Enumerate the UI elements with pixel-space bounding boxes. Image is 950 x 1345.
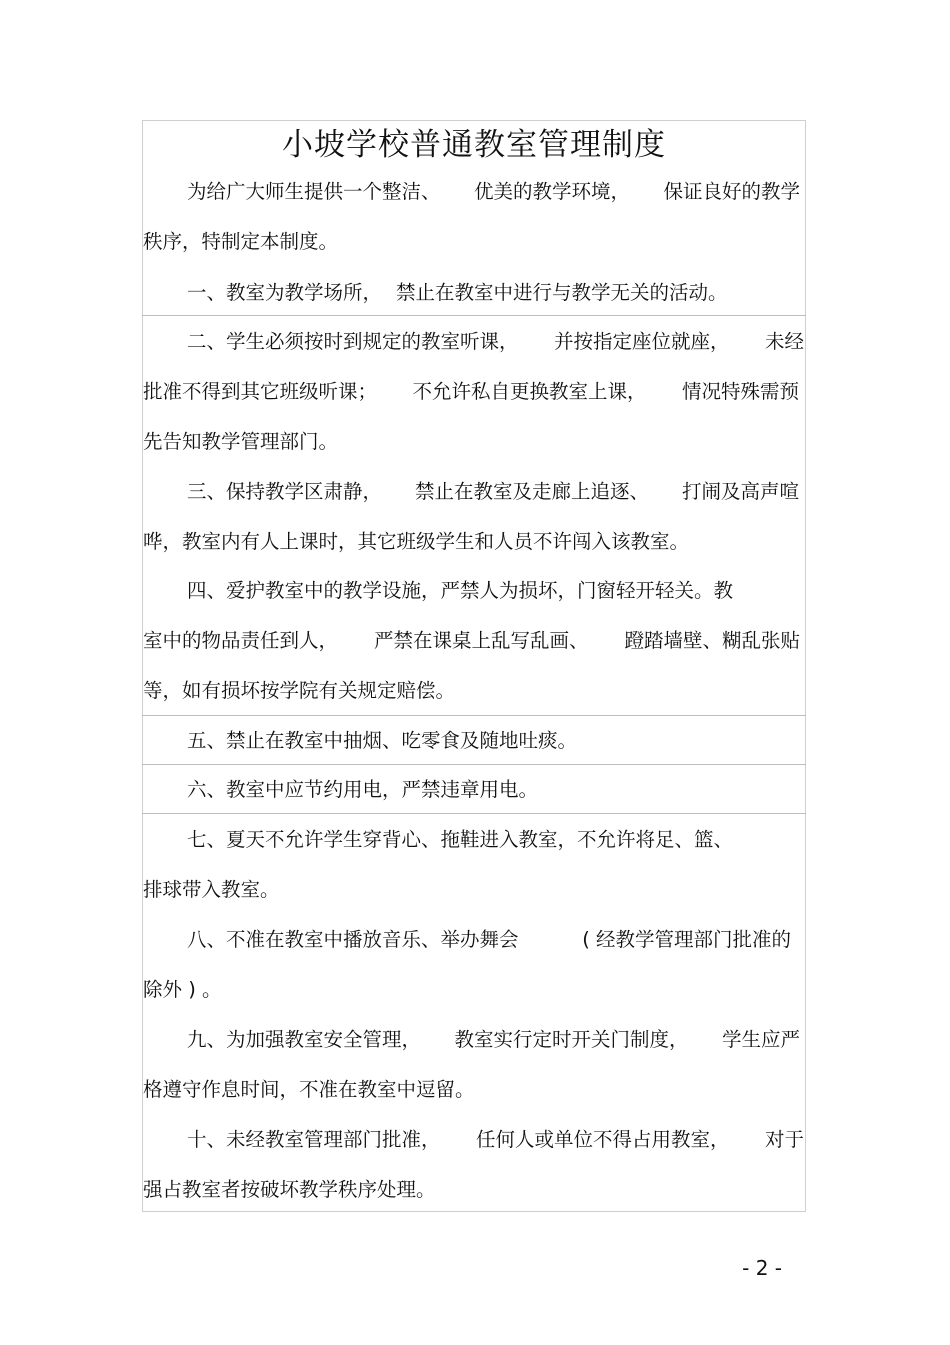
text-segment: 教室实行定时开关门制度，: [454, 1028, 689, 1051]
page-number: - 2 -: [742, 1256, 782, 1280]
rule-2-line-3: 先告知教学管理部门。: [143, 430, 339, 453]
table-divider: [142, 764, 806, 765]
rule-3-line-2: 哗，教室内有人上课时，其它班级学生和人员不许闯入该教室。: [143, 530, 690, 553]
text-segment: 打闹及高声喧: [681, 480, 799, 503]
text-segment: 情况特殊需预: [681, 380, 799, 403]
text-segment: 一、教室为教学场所，: [187, 281, 383, 304]
text-segment: 三、保持教学区肃静，: [187, 480, 383, 503]
rule-2-line-2: [143, 372, 799, 412]
table-divider: [142, 715, 806, 716]
text-segment: 对于: [764, 1128, 804, 1151]
text-segment: 八、不准在教室中播放音乐、举办舞会: [187, 928, 519, 951]
rule-7-line-2: 排球带入教室。: [143, 878, 280, 901]
document-title: 小坡学校普通教室管理制度: [282, 127, 666, 163]
text-segment: 未经: [764, 330, 804, 353]
rule-9-line-2: 格遵守作息时间，不准在教室中逗留。: [143, 1078, 475, 1101]
rule-3-line-1: [187, 472, 799, 512]
text-segment: 学生应严: [721, 1028, 800, 1051]
rule-2-line-1: [187, 322, 804, 362]
text-segment: ( 经教学管理部门批准的: [582, 928, 791, 951]
rule-8-line-2: 除外 ) 。: [143, 978, 222, 1001]
text-segment: 任何人或单位不得占用教室，: [475, 1128, 730, 1151]
text-segment: 九、为加强教室安全管理，: [187, 1028, 422, 1051]
rule-10-line-1: [187, 1120, 804, 1160]
intro-line-1: [187, 172, 800, 212]
text-segment: 十、未经教室管理部门批准，: [187, 1128, 441, 1151]
table-divider: [142, 813, 806, 814]
text-segment: 为给广大师生提供一个整洁、: [187, 180, 441, 203]
text-segment: 不允许私自更换教室上课，: [412, 380, 647, 403]
text-segment: 禁止在教室及走廊上追逐、: [414, 480, 649, 503]
rule-4-line-2: [143, 621, 800, 661]
text-segment: 优美的教学环境，: [473, 180, 630, 203]
text-segment: 二、学生必须按时到规定的教室听课，: [187, 330, 519, 353]
text-segment: 室中的物品责任到人，: [143, 629, 339, 652]
rule-1: [187, 273, 728, 313]
rule-9-line-1: [187, 1020, 800, 1060]
rule-6: 六、教室中应节约用电，严禁违章用电。: [187, 778, 539, 801]
rule-5: 五、禁止在教室中抽烟、吃零食及随地吐痰。: [187, 729, 578, 752]
intro-line-2: 秩序，特制定本制度。: [143, 230, 339, 253]
rule-8-line-1: [187, 920, 791, 960]
rule-7-line-1: 七、夏天不允许学生穿背心、拖鞋进入教室，不允许将足、篮、: [187, 828, 734, 851]
text-segment: 蹬踏墙壁、糊乱张贴: [624, 629, 800, 652]
rule-4-line-3: 等，如有损坏按学院有关规定赔偿。: [143, 679, 456, 702]
text-segment: 禁止在教室中进行与教学无关的活动。: [396, 281, 728, 304]
text-segment: 批准不得到其它班级听课；: [143, 380, 378, 403]
text-segment: 严禁在课桌上乱写乱画、: [373, 629, 589, 652]
table-divider: [142, 315, 806, 316]
text-segment: 并按指定座位就座，: [553, 330, 730, 353]
rule-10-line-2: 强占教室者按破坏教学秩序处理。: [143, 1178, 436, 1201]
rule-4-line-1: 四、爱护教室中的教学设施，严禁人为损坏，门窗轻开轻关。教: [187, 579, 734, 602]
text-segment: 保证良好的教学: [663, 180, 800, 203]
